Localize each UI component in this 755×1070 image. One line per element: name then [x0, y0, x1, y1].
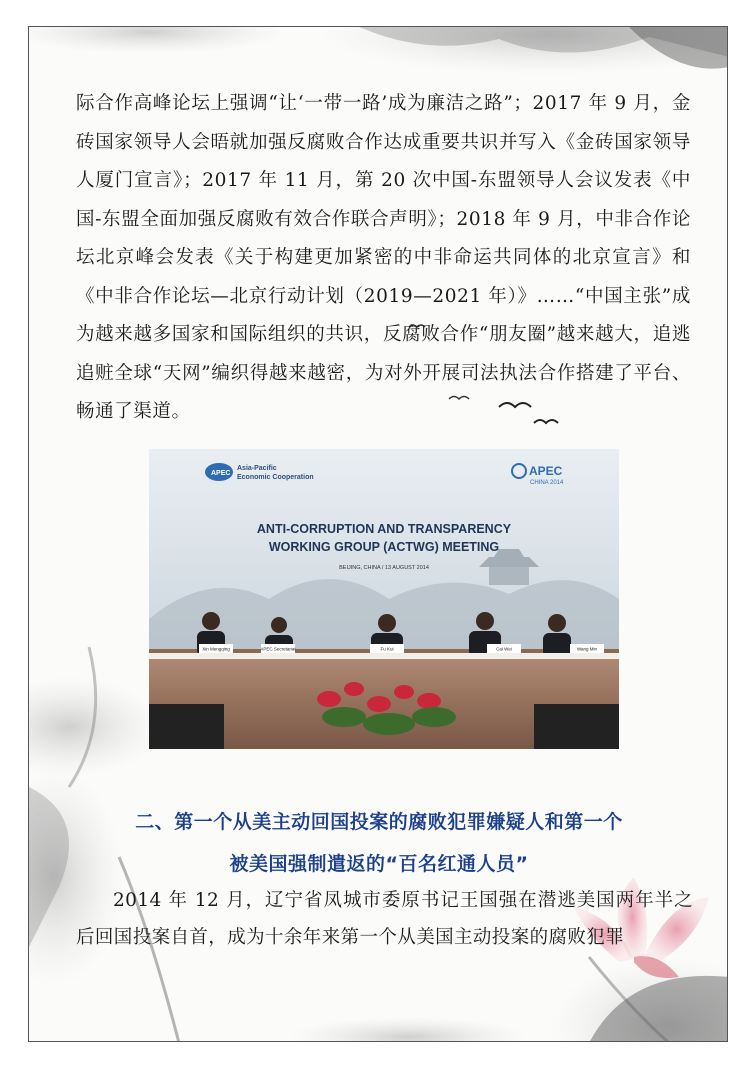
banner-title-2: WORKING GROUP (ACTWG) MEETING	[268, 540, 500, 554]
meeting-photo	[149, 449, 619, 749]
page-frame	[28, 26, 728, 1042]
svg-text:Economic Cooperation: Economic Cooperation	[237, 474, 314, 481]
svg-text:APEC: APEC	[211, 470, 231, 477]
section-heading-line-1: 二、第一个从美主动回国投案的腐败犯罪嫌疑人和第一个	[135, 811, 623, 833]
svg-text:CHINA 2014: CHINA 2014	[530, 480, 564, 486]
body-paragraph-1: 际合作高峰论坛上强调“让‘一带一路’成为廉洁之路”；2017 年 9 月，金砖国家领导人会晤就加强反腐败合作达成重要共识并写入《金砖国家领导人厦门宣言》；2017 年 11 月，第 20 次中国-东盟领导人会议发表《中国-东盟全面加强反腐败有效合作联合声明》；2018 年 9 月，中非合作论坛北京峰会发表《关于构建更加紧密的中非命运共同体的北京宣言》和《中非合作论坛—北京行动计划（2019—2021 年）》……“中国主张”成为越来越多国家和国际组织的共识，反腐败合作“朋友圈”越来越大，追逃追赃全球“天网”编织得越来越密，为对外开展司法执法合作搭建了平台、畅通了渠道。	[76, 93, 691, 422]
nameplate-5: Wang Min	[576, 646, 598, 652]
banner-date: BEIJING, CHINA / 13 AUGUST 2014	[339, 565, 429, 571]
nameplate-3: Fu Kui	[380, 646, 394, 652]
body-paragraph-2: 2014 年 12 月，辽宁省凤城市委原书记王国强在潜逃美国两年半之后回国投案自首，成为十余年来第一个从美国主动投案的腐败犯罪	[76, 890, 693, 948]
svg-text:Asia-Pacific: Asia-Pacific	[237, 465, 277, 472]
nameplate-4: Cai Wei	[496, 646, 512, 652]
section-heading-line-2: 被美国强制遣返的“百名红通人员”	[229, 853, 529, 875]
nameplate-1: Xin Mengqing	[202, 646, 230, 652]
nameplate-2: APEC Secretariat	[260, 646, 296, 652]
banner-title-1: ANTI-CORRUPTION AND TRANSPARENCY	[256, 522, 512, 536]
svg-text:APEC: APEC	[529, 464, 563, 478]
